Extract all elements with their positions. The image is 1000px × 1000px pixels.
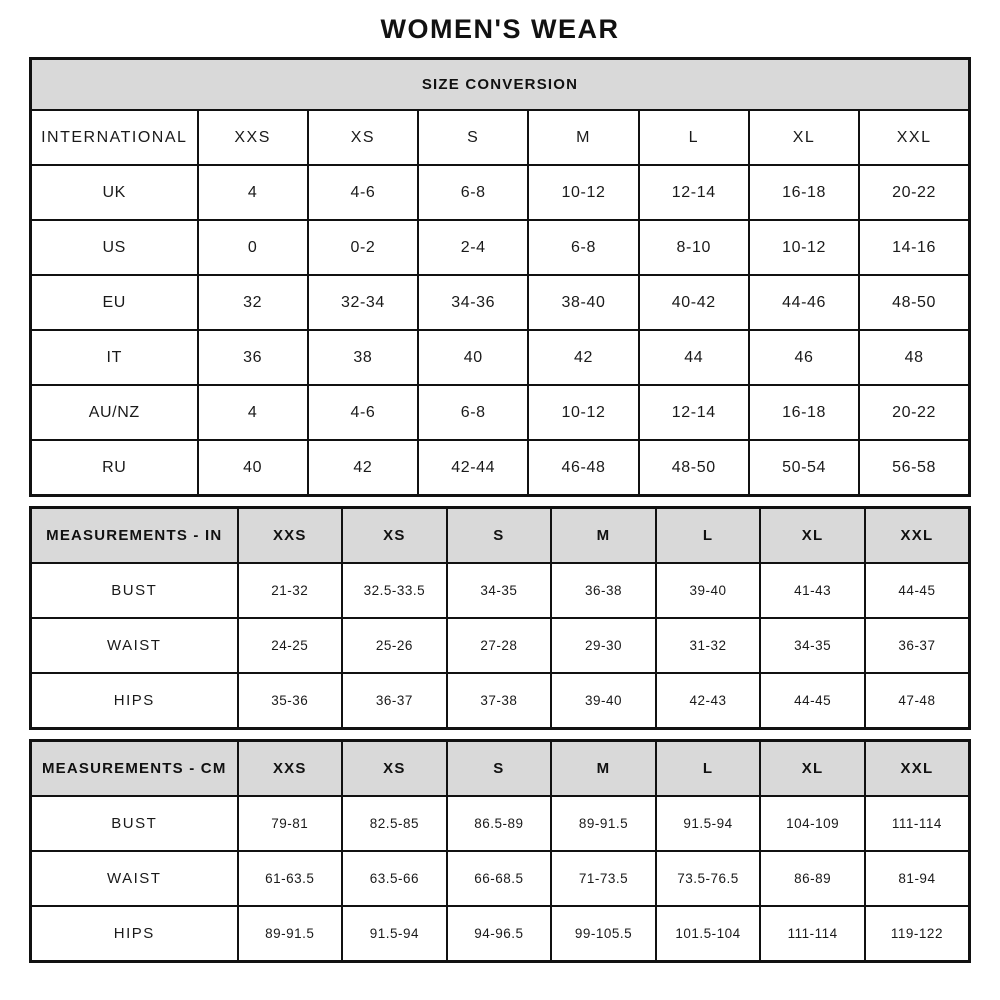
- size-cell: 6-8: [418, 165, 528, 220]
- size-cell: 0: [198, 220, 308, 275]
- size-cell: 20-22: [859, 385, 969, 440]
- size-cell: 10-12: [749, 220, 859, 275]
- size-cell: 40-42: [639, 275, 749, 330]
- table-row-waist-in: [31, 618, 970, 673]
- size-cell: 36: [198, 330, 308, 385]
- measurement-cell: 94-96.5: [447, 906, 552, 962]
- measurement-cell: 42-43: [656, 673, 761, 729]
- table-row-us: [31, 220, 970, 275]
- size-cell: 46: [749, 330, 859, 385]
- measurement-cell: 71-73.5: [551, 851, 656, 906]
- size-cell: 46-48: [528, 440, 638, 496]
- measurement-cell: 36-37: [865, 618, 970, 673]
- measurement-cell: 34-35: [760, 618, 865, 673]
- size-cell: 38-40: [528, 275, 638, 330]
- size-cell: 32-34: [308, 275, 418, 330]
- size-cell: 14-16: [859, 220, 969, 275]
- column-header-m: M: [528, 110, 638, 165]
- row-header-hips: HIPS: [31, 673, 238, 729]
- size-cell: 8-10: [639, 220, 749, 275]
- measurement-cell: 31-32: [656, 618, 761, 673]
- column-header-xxl: XXL: [859, 110, 969, 165]
- measurement-cell: 66-68.5: [447, 851, 552, 906]
- size-cell: 10-12: [528, 385, 638, 440]
- table-row-aunz: [31, 385, 970, 440]
- row-header-hips: HIPS: [31, 906, 238, 962]
- table-row-ru: [31, 440, 970, 496]
- column-header-s: S: [418, 110, 528, 165]
- measurement-cell: 111-114: [865, 796, 970, 851]
- row-header-bust: BUST: [31, 796, 238, 851]
- table-row-bust-in: [31, 563, 970, 618]
- measurement-cell: 35-36: [238, 673, 343, 729]
- measurement-cell: 29-30: [551, 618, 656, 673]
- measurement-cell: 63.5-66: [342, 851, 447, 906]
- column-header-xl: XL: [749, 110, 859, 165]
- measurement-cell: 36-37: [342, 673, 447, 729]
- measurement-cell: 32.5-33.5: [342, 563, 447, 618]
- column-header-xl: XL: [760, 508, 865, 564]
- column-header-l: L: [639, 110, 749, 165]
- column-header-xxl: XXL: [865, 741, 970, 797]
- size-cell: 48-50: [859, 275, 969, 330]
- measurement-cell: 86-89: [760, 851, 865, 906]
- table-row-uk: [31, 165, 970, 220]
- column-header-xs: XS: [342, 508, 447, 564]
- measurement-cell: 36-38: [551, 563, 656, 618]
- size-cell: 38: [308, 330, 418, 385]
- column-header-xl: XL: [760, 741, 865, 797]
- measurement-cell: 99-105.5: [551, 906, 656, 962]
- size-cell: 6-8: [528, 220, 638, 275]
- column-header-xs: XS: [342, 741, 447, 797]
- column-header-xxl: XXL: [865, 508, 970, 564]
- row-header-uk: UK: [31, 165, 198, 220]
- row-header-ru: RU: [31, 440, 198, 496]
- measurement-cell: 73.5-76.5: [656, 851, 761, 906]
- measurements-cm-table: [29, 739, 971, 963]
- size-cell: 4-6: [308, 165, 418, 220]
- size-cell: 44-46: [749, 275, 859, 330]
- size-conversion-header-row: [31, 110, 970, 165]
- row-header-bust: BUST: [31, 563, 238, 618]
- column-header-l: L: [656, 508, 761, 564]
- column-header-xxs: XXS: [198, 110, 308, 165]
- measurement-cell: 47-48: [865, 673, 970, 729]
- size-cell: 2-4: [418, 220, 528, 275]
- column-header-s: S: [447, 508, 552, 564]
- measurement-cell: 79-81: [238, 796, 343, 851]
- size-cell: 48: [859, 330, 969, 385]
- table-row-hips-in: [31, 673, 970, 729]
- row-header-waist: WAIST: [31, 618, 238, 673]
- measurement-cell: 25-26: [342, 618, 447, 673]
- measurements-in-header-row: [31, 508, 970, 564]
- measurement-cell: 24-25: [238, 618, 343, 673]
- measurement-cell: 39-40: [656, 563, 761, 618]
- size-cell: 16-18: [749, 165, 859, 220]
- row-header-waist: WAIST: [31, 851, 238, 906]
- row-header-aunz: AU/NZ: [31, 385, 198, 440]
- size-cell: 42: [528, 330, 638, 385]
- size-cell: 4-6: [308, 385, 418, 440]
- table-row-hips-cm: [31, 906, 970, 962]
- table-row-bust-cm: [31, 796, 970, 851]
- table-row-eu: [31, 275, 970, 330]
- measurement-cell: 86.5-89: [447, 796, 552, 851]
- measurement-cell: 61-63.5: [238, 851, 343, 906]
- measurement-cell: 91.5-94: [656, 796, 761, 851]
- column-header-m: M: [551, 508, 656, 564]
- measurement-cell: 82.5-85: [342, 796, 447, 851]
- measurement-cell: 27-28: [447, 618, 552, 673]
- size-conversion-band-row: [31, 59, 970, 111]
- size-cell: 4: [198, 385, 308, 440]
- column-header-s: S: [447, 741, 552, 797]
- row-header-it: IT: [31, 330, 198, 385]
- measurement-cell: 41-43: [760, 563, 865, 618]
- size-cell: 10-12: [528, 165, 638, 220]
- measurement-cell: 104-109: [760, 796, 865, 851]
- size-cell: 42-44: [418, 440, 528, 496]
- size-cell: 44: [639, 330, 749, 385]
- size-cell: 56-58: [859, 440, 969, 496]
- size-cell: 42: [308, 440, 418, 496]
- size-cell: 4: [198, 165, 308, 220]
- size-cell: 16-18: [749, 385, 859, 440]
- row-header-us: US: [31, 220, 198, 275]
- column-header-measurements-cm: MEASUREMENTS - CM: [31, 741, 238, 797]
- size-cell: 6-8: [418, 385, 528, 440]
- size-conversion-band: SIZE CONVERSION: [31, 59, 970, 111]
- size-conversion-table: [29, 57, 971, 497]
- size-cell: 20-22: [859, 165, 969, 220]
- measurement-cell: 44-45: [865, 563, 970, 618]
- column-header-international: INTERNATIONAL: [31, 110, 198, 165]
- size-cell: 32: [198, 275, 308, 330]
- size-cell: 34-36: [418, 275, 528, 330]
- column-header-measurements-in: MEASUREMENTS - IN: [31, 508, 238, 564]
- size-cell: 48-50: [639, 440, 749, 496]
- column-header-l: L: [656, 741, 761, 797]
- size-cell: 12-14: [639, 385, 749, 440]
- size-cell: 40: [198, 440, 308, 496]
- column-header-m: M: [551, 741, 656, 797]
- measurement-cell: 91.5-94: [342, 906, 447, 962]
- measurement-cell: 89-91.5: [238, 906, 343, 962]
- measurement-cell: 44-45: [760, 673, 865, 729]
- size-cell: 0-2: [308, 220, 418, 275]
- measurement-cell: 119-122: [865, 906, 970, 962]
- page-title: WOMEN'S WEAR: [380, 14, 620, 44]
- measurement-cell: 89-91.5: [551, 796, 656, 851]
- measurement-cell: 39-40: [551, 673, 656, 729]
- column-header-xs: XS: [308, 110, 418, 165]
- measurement-cell: 111-114: [760, 906, 865, 962]
- size-cell: 40: [418, 330, 528, 385]
- measurements-in-table: [29, 506, 971, 730]
- column-header-xxs: XXS: [238, 741, 343, 797]
- measurement-cell: 101.5-104: [656, 906, 761, 962]
- table-row-waist-cm: [31, 851, 970, 906]
- measurement-cell: 21-32: [238, 563, 343, 618]
- measurement-cell: 34-35: [447, 563, 552, 618]
- measurement-cell: 37-38: [447, 673, 552, 729]
- size-cell: 50-54: [749, 440, 859, 496]
- size-cell: 12-14: [639, 165, 749, 220]
- column-header-xxs: XXS: [238, 508, 343, 564]
- measurements-cm-header-row: [31, 741, 970, 797]
- row-header-eu: EU: [31, 275, 198, 330]
- table-row-it: [31, 330, 970, 385]
- measurement-cell: 81-94: [865, 851, 970, 906]
